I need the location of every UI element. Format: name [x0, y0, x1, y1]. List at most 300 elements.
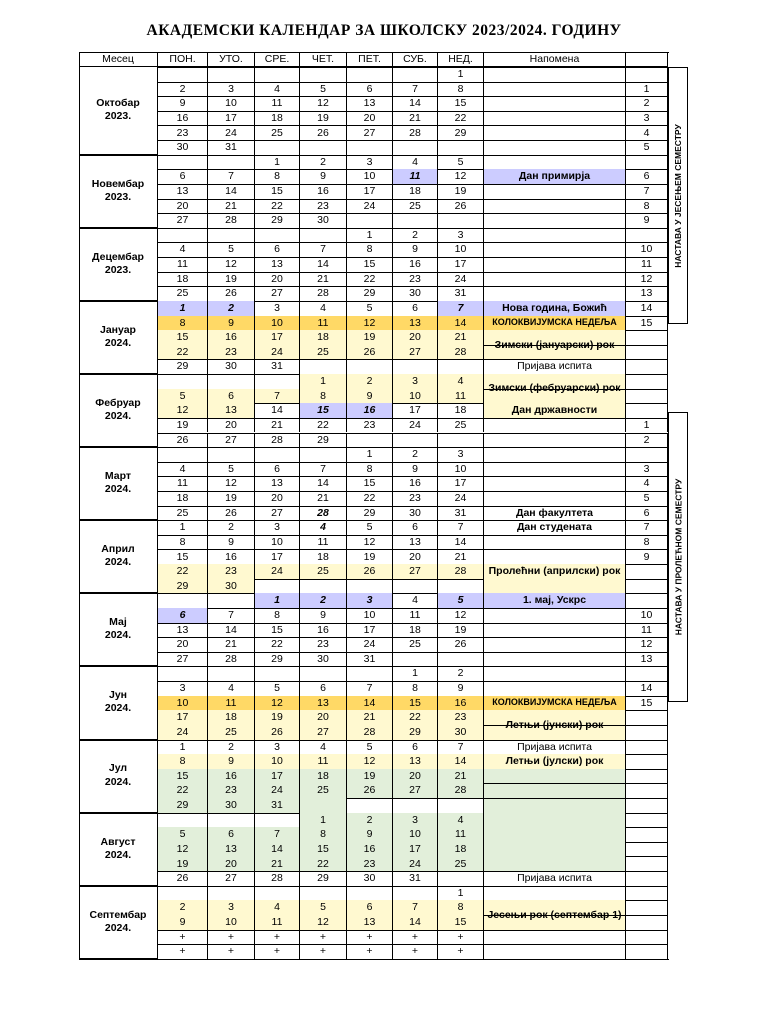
month-label [79, 520, 158, 593]
day-cell: 5 [300, 82, 347, 97]
day-cell: 7 [393, 82, 438, 97]
week-number: 4 [626, 125, 668, 140]
day-cell: 5 [208, 462, 255, 477]
day-cell: 20 [255, 272, 300, 287]
week-number [626, 783, 668, 798]
week-number [626, 710, 668, 725]
note-cell [484, 140, 626, 155]
day-cell: 10 [255, 754, 300, 769]
note-cell [484, 608, 626, 623]
day-cell: 10 [255, 535, 300, 550]
day-cell: 15 [300, 842, 347, 857]
day-cell: 14 [438, 754, 484, 769]
day-cell: 12 [158, 403, 208, 418]
week-number [626, 769, 668, 784]
day-cell: 15 [255, 184, 300, 199]
day-cell: 5 [347, 301, 393, 316]
day-cell: 24 [255, 783, 300, 798]
day-cell: 21 [393, 111, 438, 126]
note-cell [484, 96, 626, 111]
day-cell: 19 [347, 549, 393, 564]
day-cell: 30 [208, 579, 255, 594]
week-number [626, 827, 668, 842]
month-label-line: Јул [108, 762, 128, 775]
day-cell [300, 798, 347, 813]
note-cell: Летњи (јунски) рок [484, 710, 626, 739]
day-cell: 11 [300, 316, 347, 331]
day-cell: 6 [158, 608, 208, 623]
day-cell: 19 [208, 272, 255, 287]
week-number: 3 [626, 462, 668, 477]
header-cell: НЕД. [438, 52, 484, 67]
day-cell: 19 [158, 418, 208, 433]
day-cell: 15 [438, 96, 484, 111]
day-cell: 30 [158, 140, 208, 155]
day-cell: 23 [393, 272, 438, 287]
day-cell: 6 [347, 82, 393, 97]
day-cell: 8 [255, 608, 300, 623]
day-cell: 28 [208, 213, 255, 228]
day-cell: 27 [393, 783, 438, 798]
day-cell: + [255, 930, 300, 945]
week-number [626, 798, 668, 813]
day-cell: 13 [393, 754, 438, 769]
day-cell: 4 [393, 593, 438, 608]
day-cell: 28 [393, 125, 438, 140]
day-cell: 1 [393, 666, 438, 681]
day-cell: 17 [393, 403, 438, 418]
day-cell: 2 [208, 301, 255, 316]
day-cell: 6 [393, 520, 438, 535]
day-cell: 30 [300, 213, 347, 228]
day-cell: 18 [208, 710, 255, 725]
day-cell [393, 359, 438, 374]
month-label-line: Септембар [89, 908, 147, 921]
note-cell: Дан примирја [484, 169, 626, 184]
header-cell: ЧЕТ. [300, 52, 347, 67]
day-cell: 17 [438, 476, 484, 491]
day-cell: 14 [438, 316, 484, 331]
note-cell: Пријава испита [484, 740, 626, 755]
day-cell: 19 [438, 184, 484, 199]
month-label [79, 301, 158, 374]
day-cell: 20 [208, 418, 255, 433]
day-cell [438, 140, 484, 155]
day-cell: 25 [393, 199, 438, 214]
day-cell [347, 798, 393, 813]
day-cell: + [255, 944, 300, 959]
note-cell [484, 886, 626, 901]
day-cell: 30 [208, 798, 255, 813]
day-cell: 20 [300, 710, 347, 725]
day-cell: 6 [255, 462, 300, 477]
day-cell: + [300, 944, 347, 959]
month-label-line: Април [101, 543, 135, 556]
day-cell [208, 813, 255, 828]
day-cell [208, 666, 255, 681]
day-cell: 10 [158, 696, 208, 711]
day-cell: 8 [438, 82, 484, 97]
month-label [79, 228, 158, 301]
autumn-semester-label: НАСТАВА У ЈЕСЕЊЕМ СЕМЕСТРУ [668, 67, 688, 324]
day-cell [393, 433, 438, 448]
week-number: 14 [626, 301, 668, 316]
week-number [626, 359, 668, 374]
day-cell: 5 [300, 900, 347, 915]
day-cell: 2 [393, 447, 438, 462]
day-cell: 26 [300, 125, 347, 140]
note-cell: Дан факултета [484, 506, 626, 521]
day-cell: 20 [255, 491, 300, 506]
month-label-line: 2024. [104, 848, 132, 861]
day-cell [393, 652, 438, 667]
note-cell [484, 535, 626, 550]
day-cell: 22 [300, 856, 347, 871]
month-label-line: Јануар [100, 323, 136, 336]
day-cell: + [208, 930, 255, 945]
page-title: АКАДЕМСКИ КАЛЕНДАР ЗА ШКОЛСКУ 2023/2024. ГОДИНУ [146, 22, 622, 39]
week-number [626, 330, 668, 345]
week-number [626, 67, 668, 82]
day-cell: 19 [347, 330, 393, 345]
day-cell [300, 67, 347, 82]
month-label-line: 2024. [104, 921, 132, 934]
note-cell: Пријава испита [484, 359, 626, 374]
day-cell: 1 [347, 447, 393, 462]
day-cell: 16 [300, 623, 347, 638]
day-cell: 1 [158, 301, 208, 316]
week-number: 5 [626, 491, 668, 506]
note-cell [484, 944, 626, 959]
note-cell [484, 418, 626, 433]
day-cell: 31 [438, 286, 484, 301]
note-cell: Зимски (фебруарски) рок [484, 374, 626, 403]
day-cell: 2 [347, 374, 393, 389]
day-cell [255, 813, 300, 828]
day-cell: 11 [158, 476, 208, 491]
day-cell [393, 886, 438, 901]
month-label-line: 2024. [104, 702, 132, 715]
day-cell: 8 [300, 827, 347, 842]
day-cell: 16 [208, 330, 255, 345]
note-cell [484, 184, 626, 199]
day-cell: 16 [347, 842, 393, 857]
day-cell: 13 [255, 476, 300, 491]
day-cell: 14 [438, 535, 484, 550]
header-cell: Напомена [484, 52, 626, 67]
week-number: 13 [626, 652, 668, 667]
day-cell: + [208, 944, 255, 959]
day-cell: 29 [347, 286, 393, 301]
day-cell: 23 [208, 783, 255, 798]
week-number [626, 593, 668, 608]
day-cell: 2 [438, 666, 484, 681]
day-cell: 3 [255, 301, 300, 316]
day-cell: + [347, 930, 393, 945]
month-label [79, 593, 158, 666]
note-cell: Летњи (јулски) рок [484, 754, 626, 769]
week-number: 11 [626, 623, 668, 638]
day-cell: 16 [208, 769, 255, 784]
day-cell: 8 [393, 681, 438, 696]
header-cell: ПОН. [158, 52, 208, 67]
day-cell: 22 [255, 637, 300, 652]
day-cell: 12 [300, 96, 347, 111]
note-cell: КОЛОКВИЈУМСКА НЕДЕЉА [484, 316, 626, 331]
day-cell: 14 [208, 623, 255, 638]
week-number: 6 [626, 169, 668, 184]
day-cell: 13 [347, 915, 393, 930]
day-cell: 10 [208, 96, 255, 111]
day-cell: 23 [347, 856, 393, 871]
note-cell: КОЛОКВИЈУМСКА НЕДЕЉА [484, 696, 626, 711]
day-cell: 26 [438, 199, 484, 214]
day-cell: 2 [347, 813, 393, 828]
day-cell [300, 228, 347, 243]
day-cell [255, 374, 300, 389]
day-cell: 11 [300, 535, 347, 550]
day-cell: 24 [208, 125, 255, 140]
week-number: 15 [626, 696, 668, 711]
week-number [626, 813, 668, 828]
note-cell [484, 67, 626, 82]
day-cell: 30 [208, 359, 255, 374]
week-number: 8 [626, 535, 668, 550]
day-cell: 28 [300, 286, 347, 301]
week-number: 10 [626, 608, 668, 623]
note-cell: Дан државности [484, 403, 626, 418]
day-cell: 12 [158, 842, 208, 857]
month-label-line: Мај [109, 616, 127, 629]
day-cell: 3 [438, 228, 484, 243]
day-cell: 2 [300, 155, 347, 170]
day-cell: 28 [438, 345, 484, 360]
note-cell [484, 637, 626, 652]
day-cell: 8 [438, 900, 484, 915]
day-cell: 9 [158, 96, 208, 111]
day-cell: 15 [255, 623, 300, 638]
day-cell: 17 [393, 842, 438, 857]
day-cell: 20 [393, 549, 438, 564]
day-cell: 18 [300, 769, 347, 784]
day-cell: 24 [438, 272, 484, 287]
day-cell: 20 [158, 637, 208, 652]
week-number: 8 [626, 199, 668, 214]
month-label-line: 2024. [104, 483, 132, 496]
note-cell [484, 447, 626, 462]
day-cell: 7 [300, 462, 347, 477]
day-cell: 20 [347, 111, 393, 126]
day-cell: 8 [347, 242, 393, 257]
note-cell [484, 228, 626, 243]
day-cell [158, 813, 208, 828]
note-cell [484, 433, 626, 448]
day-cell [300, 886, 347, 901]
day-cell: 19 [300, 111, 347, 126]
day-cell [347, 886, 393, 901]
day-cell: 4 [300, 740, 347, 755]
note-cell: Нова година, Божић [484, 301, 626, 316]
day-cell: 12 [347, 535, 393, 550]
day-cell: 7 [438, 301, 484, 316]
day-cell: 17 [208, 111, 255, 126]
week-number: 3 [626, 111, 668, 126]
note-cell [484, 199, 626, 214]
day-cell: 27 [347, 125, 393, 140]
day-cell: 29 [438, 125, 484, 140]
day-cell: 12 [438, 169, 484, 184]
day-cell [347, 579, 393, 594]
day-cell: 14 [300, 257, 347, 272]
day-cell: 27 [208, 871, 255, 886]
day-cell: 24 [158, 725, 208, 740]
day-cell: 29 [393, 725, 438, 740]
day-cell: 27 [208, 433, 255, 448]
note-cell [484, 111, 626, 126]
day-cell: 22 [393, 710, 438, 725]
day-cell: 21 [438, 769, 484, 784]
day-cell: 21 [255, 418, 300, 433]
day-cell: 19 [255, 710, 300, 725]
day-cell [300, 579, 347, 594]
day-cell: 26 [347, 564, 393, 579]
day-cell [208, 447, 255, 462]
day-cell: 10 [393, 389, 438, 404]
week-number: 1 [626, 82, 668, 97]
day-cell [438, 798, 484, 813]
day-cell: 2 [208, 520, 255, 535]
week-number: 12 [626, 637, 668, 652]
note-cell [484, 257, 626, 272]
day-cell: 4 [158, 242, 208, 257]
day-cell: 25 [255, 125, 300, 140]
day-cell: 8 [300, 389, 347, 404]
note-cell [484, 476, 626, 491]
month-label-line: Октобар [96, 97, 140, 110]
day-cell: 3 [255, 740, 300, 755]
day-cell [300, 447, 347, 462]
day-cell: 22 [158, 783, 208, 798]
week-number [626, 740, 668, 755]
day-cell: + [393, 944, 438, 959]
day-cell: + [158, 944, 208, 959]
day-cell: 16 [393, 257, 438, 272]
month-label-line: 2023. [104, 263, 132, 276]
day-cell: 29 [300, 871, 347, 886]
week-number: 14 [626, 681, 668, 696]
day-cell: 1 [255, 593, 300, 608]
header-cell-week [626, 52, 668, 67]
day-cell: 30 [393, 506, 438, 521]
day-cell: 23 [300, 637, 347, 652]
day-cell: 5 [438, 593, 484, 608]
day-cell: 26 [347, 783, 393, 798]
day-cell: 18 [438, 403, 484, 418]
day-cell [438, 652, 484, 667]
day-cell: 10 [393, 827, 438, 842]
day-cell: 22 [438, 111, 484, 126]
week-number [626, 915, 668, 930]
day-cell: 18 [255, 111, 300, 126]
week-number [626, 345, 668, 360]
day-cell: 4 [393, 155, 438, 170]
day-cell: 19 [347, 769, 393, 784]
day-cell: 21 [300, 491, 347, 506]
day-cell: 2 [393, 228, 438, 243]
day-cell: 27 [393, 564, 438, 579]
day-cell: 7 [255, 827, 300, 842]
day-cell [208, 228, 255, 243]
day-cell: 23 [300, 199, 347, 214]
day-cell: 25 [438, 418, 484, 433]
day-cell: 13 [255, 257, 300, 272]
day-cell [255, 447, 300, 462]
day-cell [347, 666, 393, 681]
day-cell: 4 [208, 681, 255, 696]
day-cell: 27 [393, 345, 438, 360]
day-cell: 14 [255, 842, 300, 857]
week-number [626, 842, 668, 857]
week-number: 7 [626, 520, 668, 535]
note-cell [484, 856, 626, 871]
note-cell [484, 813, 626, 828]
day-cell: 15 [393, 696, 438, 711]
day-cell [347, 140, 393, 155]
month-label-line: Новембар [91, 177, 145, 190]
week-number [626, 725, 668, 740]
day-cell: 16 [393, 476, 438, 491]
day-cell: 15 [300, 403, 347, 418]
note-cell [484, 213, 626, 228]
day-cell: 9 [300, 169, 347, 184]
day-cell: 8 [158, 316, 208, 331]
day-cell: 28 [347, 725, 393, 740]
day-cell: 4 [255, 82, 300, 97]
day-cell: 28 [438, 564, 484, 579]
day-cell: 11 [300, 754, 347, 769]
day-cell [158, 593, 208, 608]
note-cell [484, 652, 626, 667]
day-cell: 15 [347, 257, 393, 272]
day-cell: 11 [208, 696, 255, 711]
day-cell [208, 886, 255, 901]
day-cell [393, 67, 438, 82]
day-cell: 9 [347, 389, 393, 404]
note-cell: Зимски (јануарски) рок [484, 330, 626, 359]
day-cell: 4 [300, 301, 347, 316]
day-cell: 6 [393, 740, 438, 755]
day-cell [438, 871, 484, 886]
day-cell [347, 67, 393, 82]
day-cell: + [438, 944, 484, 959]
day-cell: 23 [208, 564, 255, 579]
day-cell: 17 [347, 184, 393, 199]
note-cell: Дан студената [484, 520, 626, 535]
day-cell: 17 [255, 769, 300, 784]
day-cell: 19 [438, 623, 484, 638]
note-cell [484, 579, 626, 594]
month-label-line: Фебруар [95, 396, 141, 409]
day-cell: 12 [347, 316, 393, 331]
day-cell [255, 886, 300, 901]
day-cell: 5 [208, 242, 255, 257]
day-cell: 7 [208, 169, 255, 184]
day-cell: 18 [393, 184, 438, 199]
day-cell [255, 579, 300, 594]
day-cell [438, 213, 484, 228]
day-cell: 4 [438, 374, 484, 389]
day-cell: 11 [438, 827, 484, 842]
